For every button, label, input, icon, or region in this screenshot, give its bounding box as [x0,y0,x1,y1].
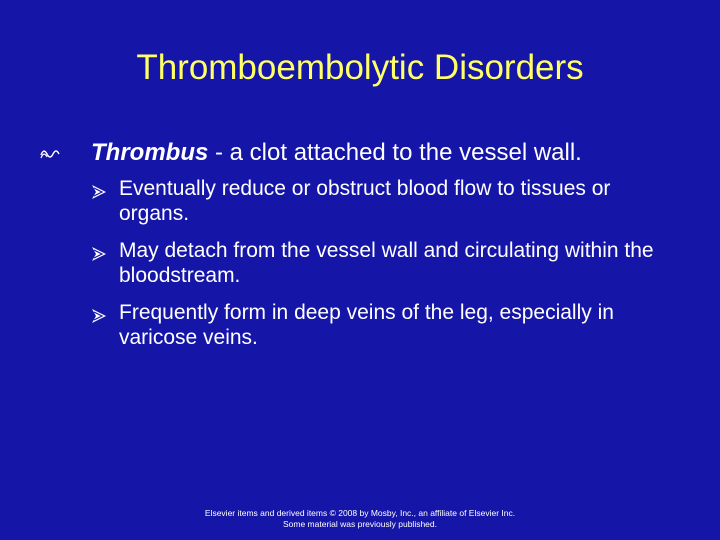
sub-bullet-text: May detach from the vessel wall and circulating within the bloodstream. [119,239,654,287]
arrowhead-bullet-icon [91,181,107,197]
main-bullet-definition: - a clot attached to the vessel wall. [208,139,582,166]
footer-line-1: Elsevier items and derived items © 2008 by Mosby, Inc., an affiliate of Elsevier Inc. [204,508,516,518]
main-bullet-term: Thrombus [91,139,209,166]
sub-bullet-text: Eventually reduce or obstruct blood flow to tissues or organs. [119,177,611,225]
sub-bullet-text: Frequently form in deep veins of the leg, especially in varicose veins. [119,301,614,349]
main-bullet [36,136,696,170]
sub-bullet-item [91,300,679,350]
sub-bullet-item [91,238,679,288]
copyright-footer [0,508,720,530]
main-bullet-text [91,136,582,170]
footer-line-2: Some material was previously published. [282,519,438,529]
arrowhead-bullet-icon [91,305,107,321]
sub-bullet-list [91,176,691,362]
slide-title: Thromboembolytic Disorders [136,48,584,87]
sub-bullet-item [91,176,679,226]
arrowhead-bullet-icon [91,243,107,259]
wave-bullet-icon [36,136,62,170]
